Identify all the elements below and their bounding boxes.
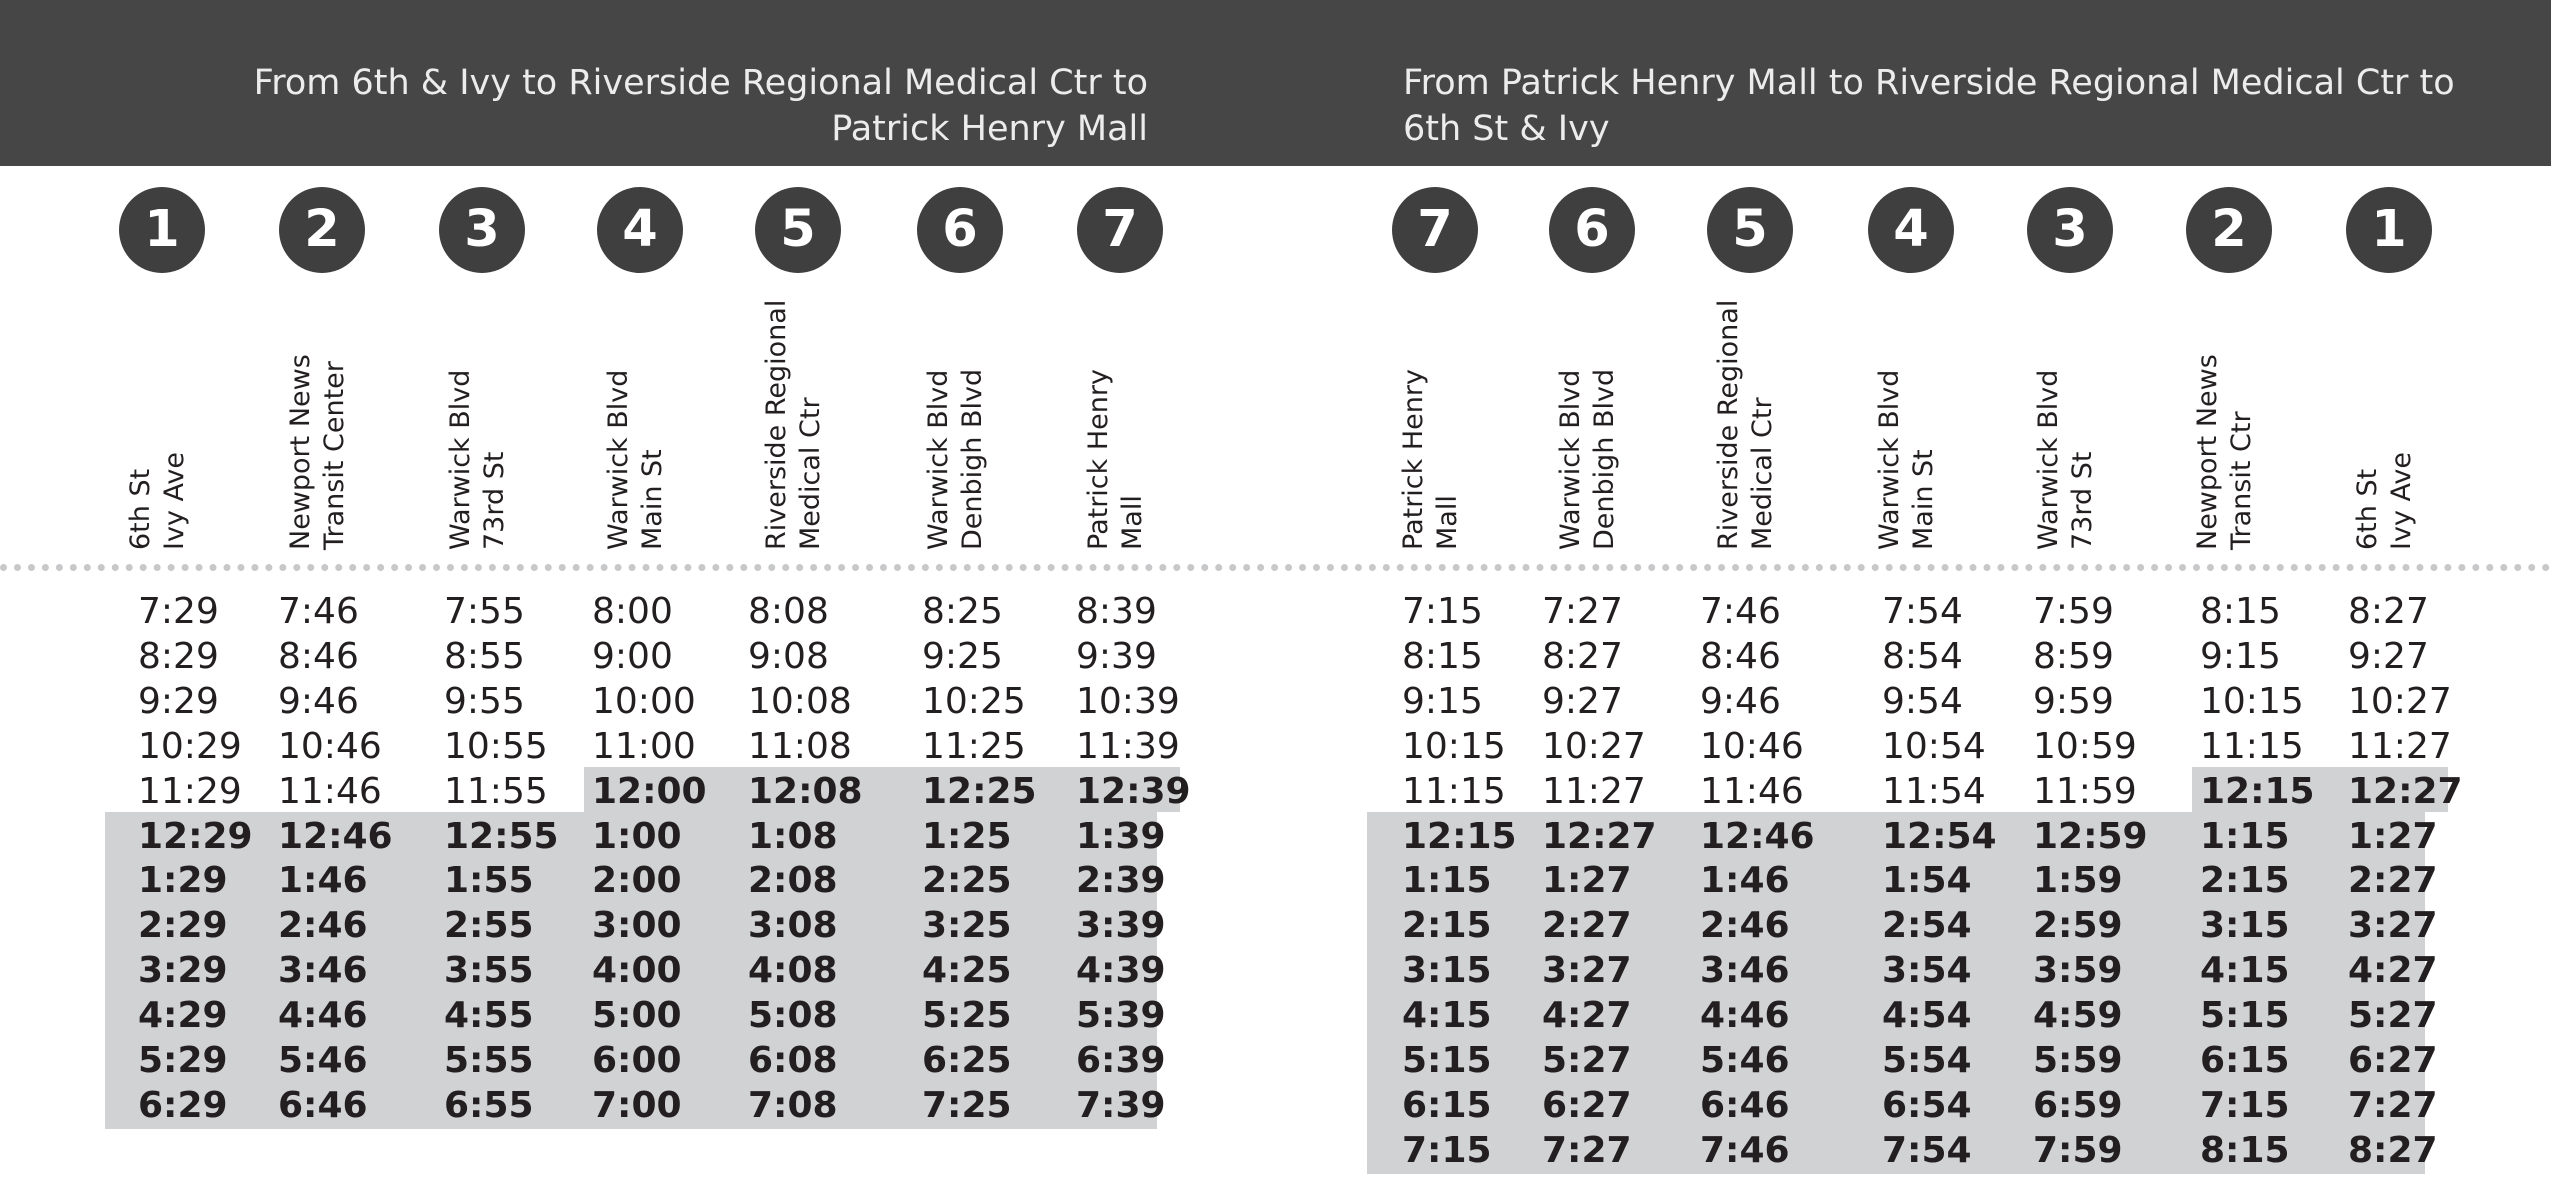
departure-time: 10:15 [2200,680,2304,722]
departure-time: 2:27 [1542,905,1632,947]
stop-number-badge: 7 [1392,187,1478,273]
stop-name-label [1536,210,1622,550]
departure-time: 5:39 [1076,995,1166,1037]
stop-name-line1: Newport News [2192,354,2223,550]
departure-time: 10:46 [1700,725,1804,767]
departure-time: 1:27 [2348,815,2438,857]
departure-time: 8:08 [748,591,829,632]
departure-time: 4:27 [1542,995,1632,1037]
stop-number-badge: 2 [279,187,365,273]
stop-name-line1: Riverside Regional [1713,299,1744,550]
departure-time: 11:15 [1402,770,1506,812]
departure-time: 1:15 [1402,860,1492,902]
departure-time: 1:29 [138,860,228,902]
departure-time: 3:46 [1700,950,1790,992]
departure-time: 8:39 [1076,591,1157,632]
departure-time: 11:27 [1542,770,1646,812]
departure-time: 3:59 [2033,950,2123,992]
departure-time: 7:46 [1700,1129,1790,1171]
departure-time: 11:15 [2200,725,2304,767]
departure-time: 9:15 [2200,635,2281,677]
departure-time: 2:00 [592,860,682,902]
stop-number-badge: 3 [2027,187,2113,273]
departure-time: 6:46 [278,1084,368,1126]
departure-time: 9:29 [138,680,219,722]
departure-time: 9:55 [444,680,525,722]
stop-number-badge: 5 [755,187,841,273]
direction-1-title-line2: Patrick Henry Mall [831,109,1148,149]
stop-name-line1: Newport News [285,354,316,550]
stop-name-line1: Patrick Henry [1083,369,1114,550]
departure-time: 11:25 [922,725,1026,767]
departure-time: 11:08 [748,725,852,767]
departure-time: 7:54 [1882,591,1963,632]
departure-time: 3:46 [278,950,368,992]
stop-name-line2: 73rd St [2067,451,2098,550]
departure-time: 6:59 [2033,1084,2123,1126]
departure-time: 1:54 [1882,860,1972,902]
departure-time: 10:00 [592,680,696,722]
stop-name-line1: Warwick Blvd [2033,369,2064,550]
departure-time: 5:15 [2200,995,2290,1037]
departure-time: 4:25 [922,950,1012,992]
direction-2-title-line2: 6th St & Ivy [1403,109,1610,149]
departure-time: 8:46 [1700,635,1781,677]
departure-time: 12:15 [2200,770,2315,812]
stop-name-label [266,210,352,550]
departure-time: 2:54 [1882,905,1972,947]
departure-time: 8:29 [138,635,219,677]
departure-time: 12:46 [1700,815,1815,857]
departure-time: 8:15 [2200,1129,2290,1171]
departure-time: 1:46 [1700,860,1790,902]
departure-time: 6:00 [592,1040,682,1081]
stop-number-badge: 5 [1707,187,1793,273]
departure-time: 5:25 [922,995,1012,1037]
departure-time: 10:46 [278,725,382,767]
stop-name-line2: Main St [1908,449,1939,550]
departure-time: 5:00 [592,995,682,1037]
stop-name-line2: Transit Ctr [2226,411,2257,550]
departure-time: 12:55 [444,815,559,857]
departure-time: 8:46 [278,635,359,677]
departure-time: 8:27 [1542,635,1623,677]
departure-time: 5:54 [1882,1040,1972,1081]
departure-time: 1:15 [2200,815,2290,857]
departure-time: 4:59 [2033,995,2123,1037]
departure-time: 1:46 [278,860,368,902]
direction-2-title [1403,60,2503,152]
departure-time: 5:27 [1542,1040,1632,1081]
departure-time: 10:59 [2033,725,2137,767]
departure-time: 3:55 [444,950,534,992]
departure-time: 10:39 [1076,680,1180,722]
departure-time: 11:59 [2033,770,2137,812]
stop-name-line2: Denbigh Blvd [957,368,988,550]
departure-time: 3:00 [592,905,682,947]
stop-number-badge: 6 [1549,187,1635,273]
departure-time: 4:54 [1882,995,1972,1037]
departure-time: 4:46 [278,995,368,1037]
departure-time: 7:27 [1542,1129,1632,1171]
departure-time: 11:27 [2348,725,2452,767]
stop-name-line2: Main St [637,449,668,550]
departure-time: 2:25 [922,860,1012,902]
direction-2-title-line1: From Patrick Henry Mall to Riverside Regional Medical Ctr to [1403,63,2455,103]
departure-time: 3:39 [1076,905,1166,947]
departure-time: 9:08 [748,635,829,677]
departure-time: 7:55 [444,591,525,632]
stop-name-label [426,210,512,550]
departure-time: 5:29 [138,1040,228,1081]
departure-time: 12:39 [1076,770,1191,812]
departure-time: 5:55 [444,1040,534,1081]
departure-time: 6:27 [2348,1040,2438,1081]
stop-name-line1: Warwick Blvd [1555,369,1586,550]
stop-number-badge: 4 [1868,187,1954,273]
stop-name-line2: Medical Ctr [1747,397,1778,550]
stop-name-label [584,210,670,550]
departure-time: 12:29 [138,815,253,857]
departure-time: 7:15 [1402,591,1483,632]
departure-time: 1:25 [922,815,1012,857]
stop-name-label [904,210,990,550]
departure-time: 11:55 [444,770,548,812]
departure-time: 2:39 [1076,860,1166,902]
departure-time: 4:39 [1076,950,1166,992]
stop-name-line2: Medical Ctr [795,397,826,550]
departure-time: 12:27 [2348,770,2463,812]
stop-name-line2: Denbigh Blvd [1589,368,1620,550]
departure-time: 2:46 [1700,905,1790,947]
departure-time: 11:00 [592,725,696,767]
direction-1-title [188,60,1148,152]
departure-time: 9:27 [2348,635,2429,677]
departure-time: 2:15 [1402,905,1492,947]
departure-time: 1:39 [1076,815,1166,857]
stop-name-label [1855,210,1941,550]
departure-time: 8:15 [1402,635,1483,677]
departure-time: 6:54 [1882,1084,1972,1126]
departure-time: 4:08 [748,950,838,992]
departure-time: 7:15 [1402,1129,1492,1171]
departure-time: 6:55 [444,1084,534,1126]
departure-time: 6:39 [1076,1040,1166,1081]
departure-time: 7:46 [1700,591,1781,632]
departure-time: 8:27 [2348,1129,2438,1171]
departure-time: 9:39 [1076,635,1157,677]
departure-time: 5:46 [1700,1040,1790,1081]
stop-name-line1: 6th St [2352,468,2383,550]
departure-time: 8:15 [2200,591,2281,632]
stop-name-line1: Warwick Blvd [923,369,954,550]
departure-time: 10:25 [922,680,1026,722]
departure-time: 3:29 [138,950,228,992]
stop-number-badge: 4 [597,187,683,273]
departure-time: 7:25 [922,1084,1012,1126]
departure-time: 5:59 [2033,1040,2123,1081]
departure-time: 12:00 [592,770,707,812]
departure-time: 4:46 [1700,995,1790,1037]
departure-time: 4:15 [1402,995,1492,1037]
stop-number-badge: 6 [917,187,1003,273]
departure-time: 6:25 [922,1040,1012,1081]
stop-name-line2: 73rd St [479,451,510,550]
departure-time: 12:27 [1542,815,1657,857]
departure-time: 10:27 [1542,725,1646,767]
direction-1-title-line1: From 6th & Ivy to Riverside Regional Medical Ctr to [253,63,1148,103]
departure-time: 4:27 [2348,950,2438,992]
stop-name-label [2173,210,2259,550]
departure-time: 3:15 [2200,905,2290,947]
departure-time: 6:15 [2200,1040,2290,1081]
departure-time: 4:15 [2200,950,2290,992]
departure-time: 9:46 [278,680,359,722]
departure-time: 10:29 [138,725,242,767]
departure-time: 7:15 [2200,1084,2290,1126]
departure-time: 3:27 [2348,905,2438,947]
departure-time: 6:29 [138,1084,228,1126]
departure-time: 9:54 [1882,680,1963,722]
stop-name-line1: Patrick Henry [1398,369,1429,550]
departure-time: 2:55 [444,905,534,947]
departure-time: 7:39 [1076,1084,1166,1126]
departure-time: 7:46 [278,591,359,632]
departure-time: 3:27 [1542,950,1632,992]
departure-time: 11:46 [278,770,382,812]
stop-name-line2: Mall [1432,495,1463,550]
stop-number-badge: 7 [1077,187,1163,273]
departure-time: 5:08 [748,995,838,1037]
departure-time: 12:25 [922,770,1037,812]
departure-time: 1:08 [748,815,838,857]
departure-time: 3:25 [922,905,1012,947]
departure-time: 9:15 [1402,680,1483,722]
stop-name-line2: Ivy Ave [2386,452,2417,550]
departure-time: 12:15 [1402,815,1517,857]
departure-time: 4:29 [138,995,228,1037]
stop-name-label [106,210,192,550]
stop-number-badge: 3 [439,187,525,273]
departure-time: 4:55 [444,995,534,1037]
departure-time: 11:54 [1882,770,1986,812]
departure-time: 10:54 [1882,725,1986,767]
departure-time: 3:08 [748,905,838,947]
departure-time: 7:27 [2348,1084,2438,1126]
stop-name-label [1379,210,1465,550]
departure-time: 12:54 [1882,815,1997,857]
departure-time: 12:59 [2033,815,2148,857]
departure-time: 11:46 [1700,770,1804,812]
stop-name-line2: Ivy Ave [159,452,190,550]
departure-time: 6:08 [748,1040,838,1081]
departure-time: 7:29 [138,591,219,632]
stop-name-line2: Transit Center [319,361,350,550]
departure-time: 8:27 [2348,591,2429,632]
stop-name-line1: Warwick Blvd [1874,369,1905,550]
stop-name-line2: Mall [1117,495,1148,550]
stop-name-line1: Warwick Blvd [603,369,634,550]
departure-time: 6:15 [1402,1084,1492,1126]
departure-time: 8:00 [592,591,673,632]
departure-time: 12:46 [278,815,393,857]
departure-time: 10:55 [444,725,548,767]
stop-name-line1: Warwick Blvd [445,369,476,550]
departure-time: 6:27 [1542,1084,1632,1126]
departure-time: 2:15 [2200,860,2290,902]
stop-name-label [2014,210,2100,550]
departure-time: 7:59 [2033,591,2114,632]
stop-name-line1: 6th St [125,468,156,550]
departure-time: 5:27 [2348,995,2438,1037]
departure-time: 9:25 [922,635,1003,677]
departure-time: 2:29 [138,905,228,947]
departure-time: 1:55 [444,860,534,902]
stop-name-label [1694,210,1780,550]
dotted-divider [0,564,2551,571]
departure-time: 5:15 [1402,1040,1492,1081]
departure-time: 2:59 [2033,905,2123,947]
departure-time: 10:08 [748,680,852,722]
stop-number-badge: 2 [2186,187,2272,273]
departure-time: 4:00 [592,950,682,992]
header-bar [0,0,2551,166]
departure-time: 10:27 [2348,680,2452,722]
departure-time: 8:54 [1882,635,1963,677]
departure-time: 2:27 [2348,860,2438,902]
departure-time: 11:39 [1076,725,1180,767]
departure-time: 7:59 [2033,1129,2123,1171]
departure-time: 3:54 [1882,950,1972,992]
stop-name-line1: Riverside Regional [761,299,792,550]
departure-time: 1:59 [2033,860,2123,902]
stop-name-label [742,210,828,550]
departure-time: 7:08 [748,1084,838,1126]
departure-time: 10:15 [1402,725,1506,767]
departure-time: 6:46 [1700,1084,1790,1126]
departure-time: 9:00 [592,635,673,677]
stop-number-badge: 1 [2346,187,2432,273]
departure-time: 8:25 [922,591,1003,632]
departure-time: 5:46 [278,1040,368,1081]
departure-time: 12:08 [748,770,863,812]
departure-time: 11:29 [138,770,242,812]
departure-time: 9:59 [2033,680,2114,722]
departure-time: 8:59 [2033,635,2114,677]
departure-time: 3:15 [1402,950,1492,992]
departure-time: 1:27 [1542,860,1632,902]
departure-time: 7:54 [1882,1129,1972,1171]
stop-number-badge: 1 [119,187,205,273]
stop-name-label [1064,210,1150,550]
departure-time: 9:27 [1542,680,1623,722]
departure-time: 7:00 [592,1084,682,1126]
stop-name-label [2333,210,2419,550]
departure-time: 2:46 [278,905,368,947]
departure-time: 2:08 [748,860,838,902]
departure-time: 8:55 [444,635,525,677]
departure-time: 9:46 [1700,680,1781,722]
departure-time: 7:27 [1542,591,1623,632]
departure-time: 1:00 [592,815,682,857]
